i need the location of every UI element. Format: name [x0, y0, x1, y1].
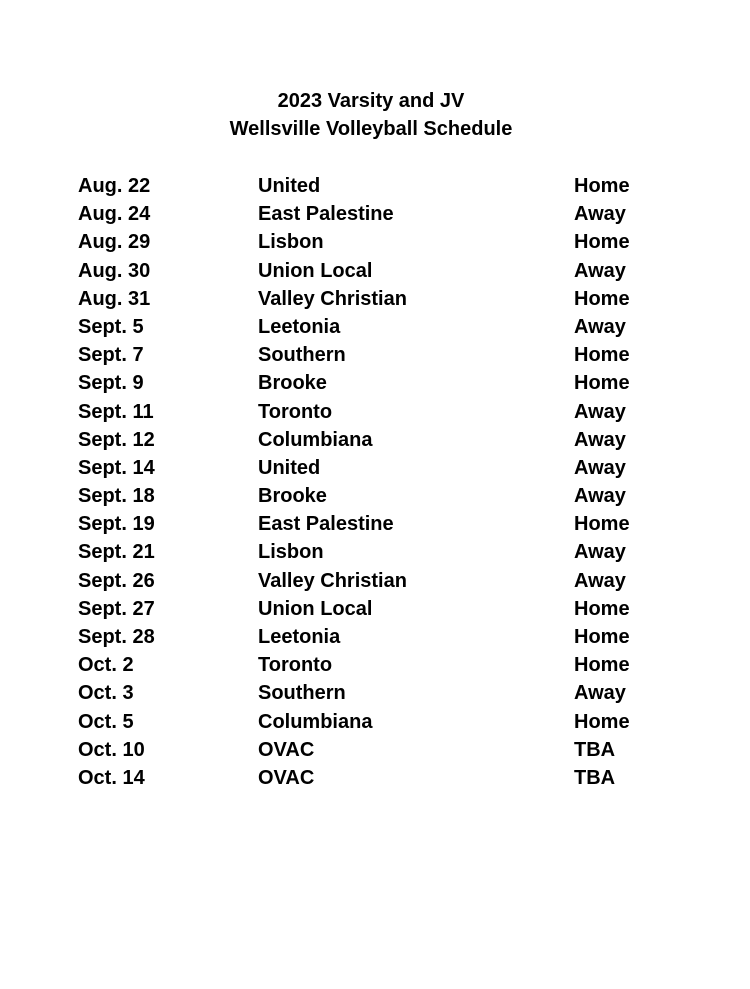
game-date: Oct. 10 [78, 738, 145, 761]
opponent-name: Valley Christian [258, 569, 407, 592]
opponent-name: Union Local [258, 259, 373, 282]
opponent-name: Lisbon [258, 231, 324, 254]
game-date: Sept. 27 [78, 597, 155, 620]
game-date: Oct. 14 [78, 766, 145, 789]
schedule-row [0, 172, 750, 200]
game-date: Sept. 28 [78, 626, 155, 648]
game-date: Aug. 30 [78, 259, 151, 282]
game-location: Away [574, 203, 626, 226]
opponent-name: Brooke [258, 485, 327, 508]
opponent-name: Brooke [258, 372, 327, 395]
schedule-row [0, 341, 750, 369]
opponent-name: Toronto [258, 654, 333, 677]
page-title-line-2: Wellsville Volleyball Schedule [229, 118, 513, 140]
game-date: Oct. 5 [78, 710, 134, 733]
opponent-name: Lisbon [258, 541, 324, 564]
game-location: Home [574, 654, 630, 677]
game-location: TBA [574, 766, 616, 789]
opponent-name: Union Local [258, 597, 373, 620]
game-date: Aug. 22 [78, 175, 151, 197]
game-location: Away [574, 259, 626, 282]
opponent-name: United [258, 456, 321, 479]
game-date: Sept. 26 [78, 569, 155, 592]
game-date: Aug. 24 [78, 203, 151, 226]
game-location: TBA [574, 738, 616, 761]
schedule-row [0, 285, 750, 313]
opponent-name: Leetonia [258, 315, 341, 338]
game-date: Sept. 18 [78, 485, 155, 508]
game-location: Away [574, 315, 626, 338]
game-location: Home [574, 231, 630, 254]
schedule-row [0, 313, 750, 341]
schedule-row [0, 510, 750, 538]
game-location: Home [574, 344, 630, 367]
game-date: Oct. 2 [78, 654, 134, 677]
game-location: Away [574, 456, 626, 479]
schedule-row [0, 567, 750, 595]
game-location: Away [574, 569, 626, 592]
schedule-row [0, 426, 750, 454]
schedule-row [0, 538, 750, 566]
game-date: Sept. 11 [78, 400, 154, 423]
game-location: Away [574, 400, 626, 423]
game-location: Home [574, 626, 630, 648]
game-date: Sept. 9 [78, 372, 144, 395]
schedule-row [0, 708, 750, 736]
opponent-name: Columbiana [258, 710, 373, 733]
page-title-line-1: 2023 Varsity and JV [277, 90, 465, 112]
schedule-row [0, 482, 750, 510]
opponent-name: Southern [258, 682, 346, 705]
schedule-row [0, 736, 750, 764]
opponent-name: Southern [258, 344, 346, 367]
opponent-name: East Palestine [258, 513, 394, 536]
opponent-name: Columbiana [258, 428, 373, 451]
game-date: Sept. 14 [78, 456, 155, 479]
schedule-row [0, 679, 750, 707]
opponent-name: Valley Christian [258, 287, 407, 310]
schedule-row [0, 651, 750, 679]
schedule-list [0, 172, 750, 792]
game-date: Aug. 31 [78, 287, 151, 310]
schedule-row [0, 398, 750, 426]
game-location: Away [574, 541, 626, 564]
opponent-name: Leetonia [258, 626, 341, 648]
game-location: Away [574, 485, 626, 508]
opponent-name: United [258, 175, 321, 197]
game-date: Sept. 19 [78, 513, 155, 536]
opponent-name: East Palestine [258, 203, 394, 226]
opponent-name: Toronto [258, 400, 333, 423]
opponent-name: OVAC [258, 766, 315, 789]
schedule-row [0, 595, 750, 623]
game-date: Aug. 29 [78, 231, 151, 254]
game-date: Sept. 5 [78, 315, 144, 338]
opponent-name: OVAC [258, 738, 315, 761]
game-date: Oct. 3 [78, 682, 134, 705]
schedule-row [0, 257, 750, 285]
schedule-row [0, 200, 750, 228]
schedule-row [0, 369, 750, 397]
game-location: Home [574, 597, 630, 620]
schedule-row [0, 228, 750, 256]
game-location: Home [574, 513, 630, 536]
game-date: Sept. 7 [78, 344, 144, 367]
schedule-row [0, 623, 750, 651]
game-location: Away [574, 682, 626, 705]
game-location: Home [574, 372, 630, 395]
game-location: Home [574, 287, 630, 310]
game-location: Home [574, 175, 630, 197]
schedule-row [0, 764, 750, 792]
game-date: Sept. 21 [78, 541, 155, 564]
schedule-row [0, 454, 750, 482]
game-location: Home [574, 710, 630, 733]
game-location: Away [574, 428, 626, 451]
game-date: Sept. 12 [78, 428, 155, 451]
